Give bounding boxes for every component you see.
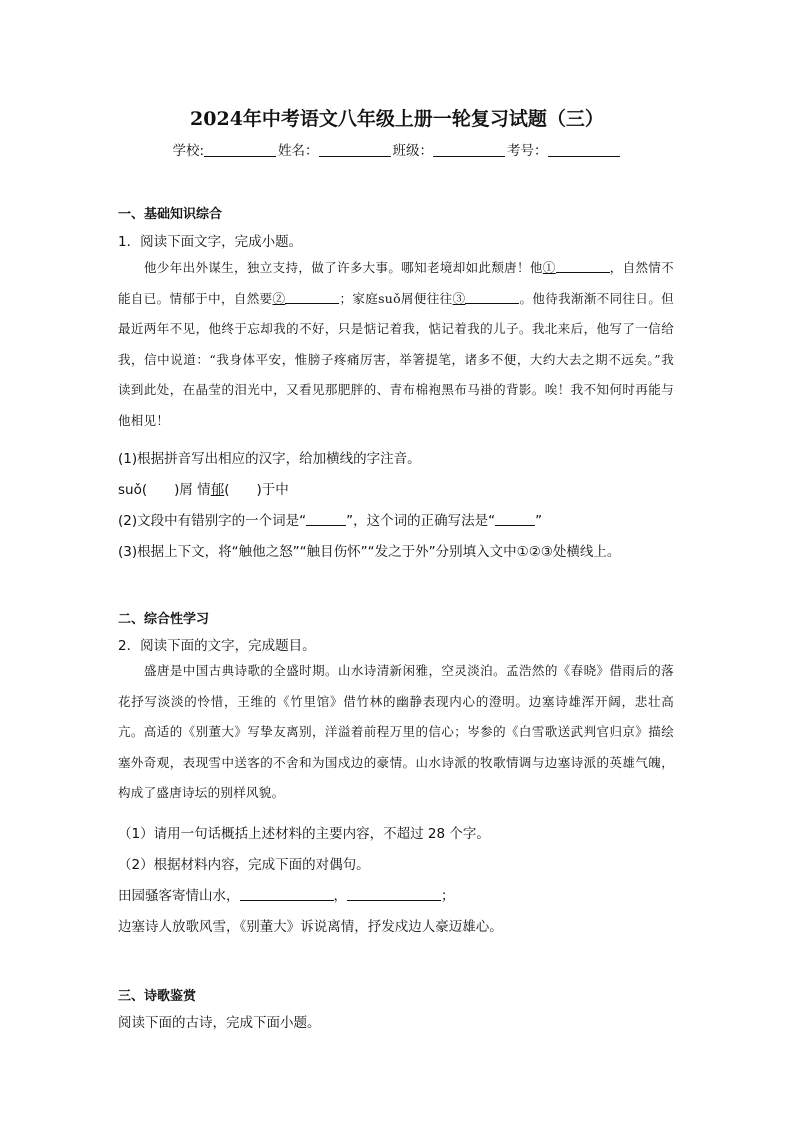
- subquestion-2-2: （2）根据材料内容，完成下面的对偶句。: [118, 857, 370, 873]
- correct-word-blank[interactable]: [495, 513, 535, 526]
- fill-blank-1[interactable]: [556, 260, 610, 273]
- sub2-text-b: ”，这个词的正确写法是“: [346, 513, 496, 529]
- section3-intro: 阅读下面的古诗，完成下面小题。: [118, 1015, 321, 1031]
- subquestion-1-1-answer-line: [118, 478, 289, 498]
- blank-marker-2: ②: [272, 290, 286, 306]
- name-blank[interactable]: [319, 143, 391, 157]
- couplet1-comma: ，: [333, 888, 347, 904]
- sub2-text-c: ”: [535, 513, 543, 529]
- pinyin-item: suǒ( )屑 情: [118, 482, 211, 498]
- number-blank[interactable]: [548, 143, 620, 157]
- sub2-text-a: (2)文段中有错别字的一个词是“: [118, 513, 307, 529]
- passage-text-b: ，自然情不能自已。情郁于中，自然要: [118, 260, 674, 306]
- subquestion-1-1: (1)根据拼音写出相应的汉字，给加横线的字注音。: [118, 451, 421, 467]
- question2-passage: 盛唐是中国古典诗歌的全盛时期。山水诗清新闲雅，空灵淡泊。孟浩然的《春晓》借雨后的落花抒写淡淡的怜惜，王维的《竹里馆》借竹林的幽静表现内心的澄明。边塞诗雄浑开阔，悲壮高亢。高适的《别董大》写挚友离别，洋溢着前程万里的信心；岑参的《白雪歌送武判官归京》描绘塞外奇观，表现雪中送客的不舍和为国戍边的豪情。山水诗派的牧歌情调与边塞诗派的英雄气魄，构成了盛唐诗坛的别样风貌。: [118, 663, 674, 800]
- underlined-char: 郁: [210, 482, 225, 498]
- couplet1-text: 田园骚客寄情山水，: [118, 888, 240, 904]
- pinyin-item-tail: ( )于中: [224, 482, 289, 498]
- question1-prompt: 1．阅读下面文字，完成小题。: [118, 234, 303, 250]
- wrong-word-blank[interactable]: [306, 513, 346, 526]
- name-label: 姓名：: [278, 143, 319, 159]
- fill-blank-3[interactable]: [465, 291, 519, 304]
- couplet-line-1: [118, 884, 455, 904]
- subquestion-1-3: (3)根据上下文，将“触他之怒”“触目伤怀”“发之于外”分别填入文中①②③处横线上。: [118, 544, 621, 560]
- question2-prompt: 2．阅读下面的文字，完成题目。: [118, 638, 316, 654]
- passage-text-c: ；家庭suǒ屑便往往: [339, 290, 453, 306]
- passage-text-d: 。他待我渐渐不同往日。但最近两年不见，他终于忘却我的不好，只是惦记着我，惦记着我的儿子。我北来后，他写了一信给我，信中说道：“我身体平安，惟膀子疼痛厉害，举箸提笔，诸多不便，大约大去之期不远矣。”我读到此处，在晶莹的泪光中，又看见那肥胖的、青布棉袍黑布马褂的背影。唉！我不知何时再能与他相见！: [118, 290, 674, 428]
- couplet-blank-1[interactable]: [240, 888, 334, 901]
- couplet-line-2: 边塞诗人放歌风雪，《别董大》诉说离情，抒发戍边人豪迈雄心。: [118, 919, 503, 935]
- section3-heading: 三、诗歌鉴赏: [118, 989, 197, 1004]
- blank-marker-3: ③: [452, 290, 466, 306]
- school-blank[interactable]: [204, 143, 276, 157]
- section2-heading: 二、综合性学习: [118, 612, 210, 627]
- subquestion-1-2: [118, 509, 542, 529]
- couplet-blank-2[interactable]: [347, 888, 441, 901]
- couplet1-semicolon: ；: [441, 888, 455, 904]
- section1-heading: 一、基础知识综合: [118, 207, 223, 222]
- class-label: 班级：: [392, 143, 434, 159]
- school-label: 学校:: [172, 143, 205, 159]
- blank-marker-1: ①: [542, 260, 556, 275]
- exam-title: 2024年中考语文八年级上册一轮复习试题（三）: [190, 108, 604, 130]
- number-label: 考号：: [507, 143, 548, 159]
- fill-blank-2[interactable]: [285, 291, 339, 304]
- question1-passage: [118, 253, 674, 436]
- class-blank[interactable]: [433, 143, 505, 157]
- passage-text-a: 他少年出外谋生，独立支持，做了许多大事。哪知老境却如此颓唐！他: [144, 260, 543, 275]
- student-info-row: [0, 139, 794, 159]
- subquestion-2-1: （1）请用一句话概括上述材料的主要内容，不超过 28 个字。: [118, 826, 490, 842]
